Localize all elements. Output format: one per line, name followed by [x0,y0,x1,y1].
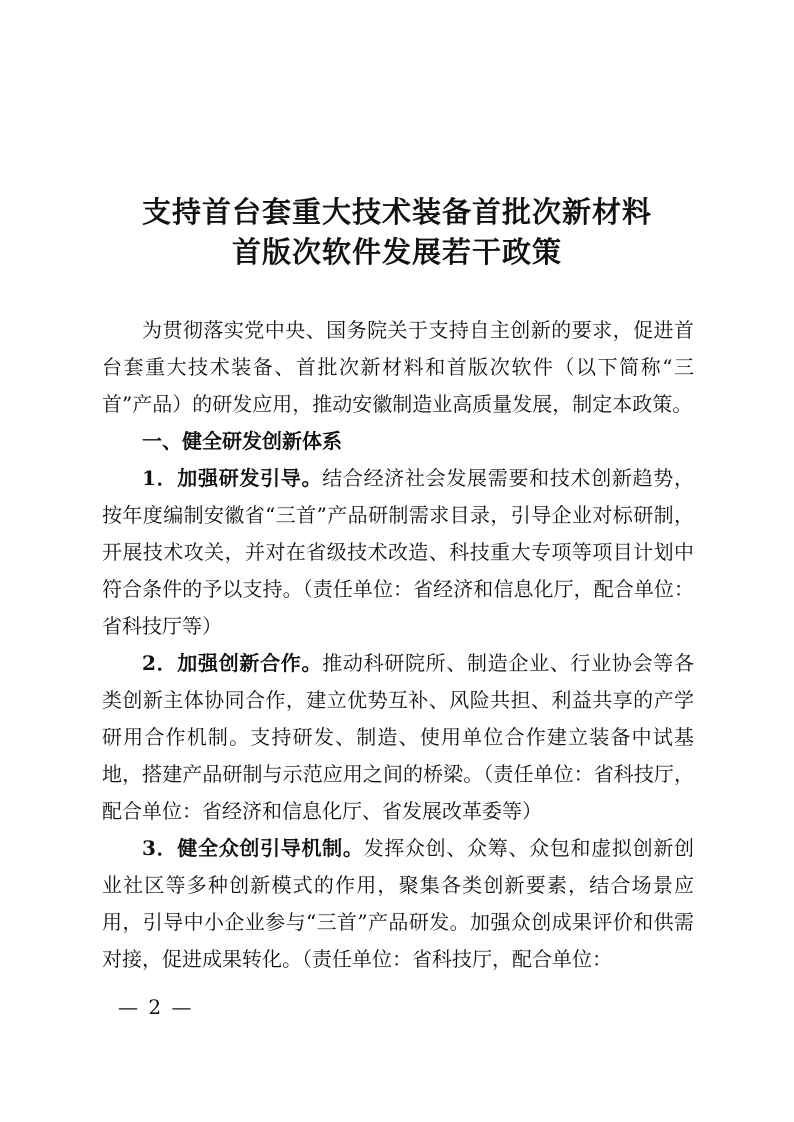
section-heading: 一、健全研发创新体系 [142,429,342,453]
policy-item-2 [102,645,694,830]
policy-item-2-text: 推动科研院所、制造企业、行业协会等各类创新主体协同合作，建立优势互补、风险共担、利益共享的产学研用合作机制。支持研发、制造、使用单位合作建立装备中试基地，搭建产品研制与示范应用之间的桥梁。（责任单位：省科技厅，配合单位：省经济和信息化厅、省发展改革委等） [102,651,695,823]
policy-item-1-text: 结合经济社会发展需要和技术创新趋势，按年度编制安徽省“三首”产品研制需求目录，引导企业对标研制，开展技术攻关，并对在省级技术改造、科技重大专项等项目计划中符合条件的予以支持。（责任单位：省经济和信息化厅，配合单位：省科技厅等） [102,466,695,638]
policy-item-1-lead: 1．加强研发引导。 [142,466,323,490]
intro-paragraph: 为贯彻落实党中央、国务院关于支持自主创新的要求，促进首台套重大技术装备、首批次新材料和首版次软件（以下简称“三首”产品）的研发应用，推动安徽制造业高质量发展，制定本政策。 [102,318,694,416]
policy-item-3 [102,830,694,978]
document-body [102,312,694,978]
policy-item-1 [102,460,694,645]
policy-item-3-text: 发挥众创、众筹、众包和虚拟创新创业社区等多种创新模式的作用，聚集各类创新要素，结合场景应用，引导中小企业参与“三首”产品研发。加强众创成果评价和供需对接，促进成果转化。（责任单位：省科技厅，配合单位： [102,836,695,971]
policy-item-2-lead: 2．加强创新合作。 [142,651,323,675]
page-number: — 2 — [118,995,194,1019]
policy-item-3-lead: 3．健全众创引导机制。 [142,836,364,860]
document-title-line-1: 支持首台套重大技术装备首批次新材料 [141,195,652,229]
document-title-line-2: 首版次软件发展若干政策 [231,235,562,269]
